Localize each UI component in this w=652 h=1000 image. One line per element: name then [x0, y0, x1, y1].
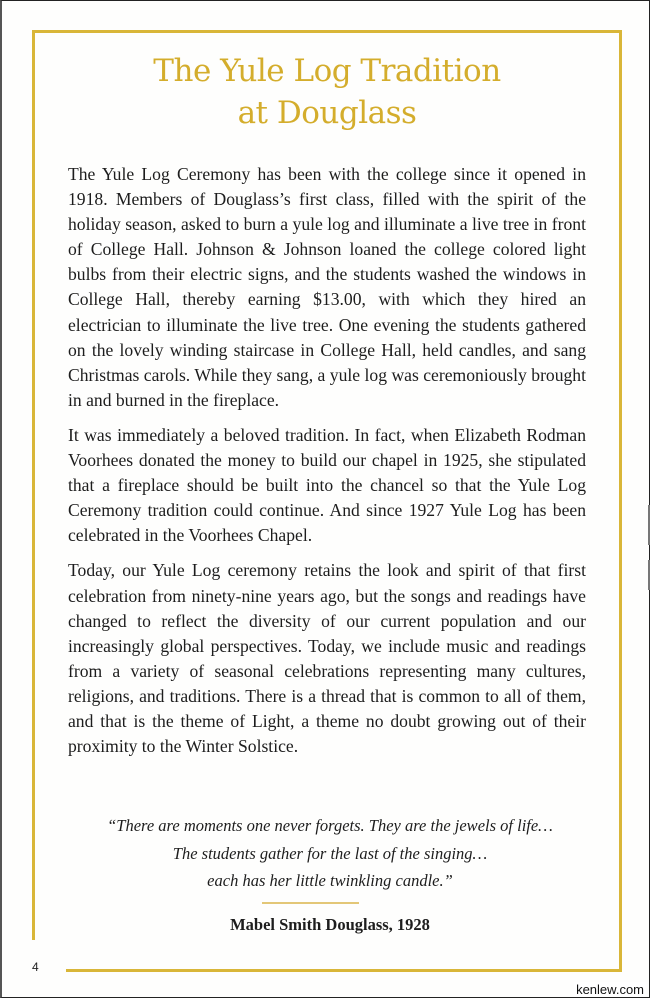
scan-edge-mark — [648, 505, 650, 545]
article-body — [68, 162, 586, 769]
border-top — [32, 30, 622, 33]
scan-edge-mark — [648, 560, 650, 590]
paragraph: It was immediately a beloved tradition. In fact, when Elizabeth Rodman Voorhees donated the money to build our chapel in 1925, she stipulated that a fireplace should be built into the chancel so that the Yule Log Ceremony tradition could continue. And since 1927 Yule Log has been celebrated in the Voorhees Chapel. — [68, 424, 586, 546]
quote-divider — [262, 902, 359, 904]
quote-line: each has her little twinkling candle.” — [207, 871, 453, 890]
pull-quote — [50, 812, 610, 895]
border-left — [32, 30, 35, 940]
quote-attribution: Mabel Smith Douglass, 1928 — [230, 915, 430, 934]
paragraph: The Yule Log Ceremony has been with the college since it opened in 1918. Members of Douglass’s first class, filled with the spirit of the holiday season, asked to burn a yule log and illuminate a live tree in front of College Hall. Johnson & Johnson loaned the college colored light bulbs from their electric signs, and the students washed the windows in College Hall, thereby earning $13.00, with which they hired an electrician to illuminate the live tree. One evening the students gathered on the lovely winding staircase in College Hall, held candles, and sang Christmas carols. While they sang, a yule log was ceremoniously brought in and burned in the fireplace. — [68, 164, 586, 410]
page-title — [35, 50, 619, 134]
title-line-1: The Yule Log Tradition — [153, 53, 501, 89]
watermark: kenlew.com — [576, 982, 644, 997]
quote-line: The students gather for the last of the singing… — [172, 843, 488, 863]
page-number: 4 — [32, 960, 39, 974]
paragraph: Today, our Yule Log ceremony retains the look and spirit of that first celebration from ninety-nine years ago, but the songs and readings have changed to reflect the diversity of our current population and our increasingly global perspectives. Today, we include music and readings from a variety of seasonal celebrations representing many cultures, religions, and traditions. There is a thread that is common to all of them, and that is the theme of Light, a theme no doubt growing out of their proximity to the Winter Solstice. — [68, 560, 586, 757]
quote-line: “There are moments one never forgets. They are the jewels of life… — [107, 816, 553, 835]
border-bottom — [66, 969, 622, 972]
border-right — [619, 30, 622, 972]
title-line-2: at Douglass — [237, 95, 417, 131]
